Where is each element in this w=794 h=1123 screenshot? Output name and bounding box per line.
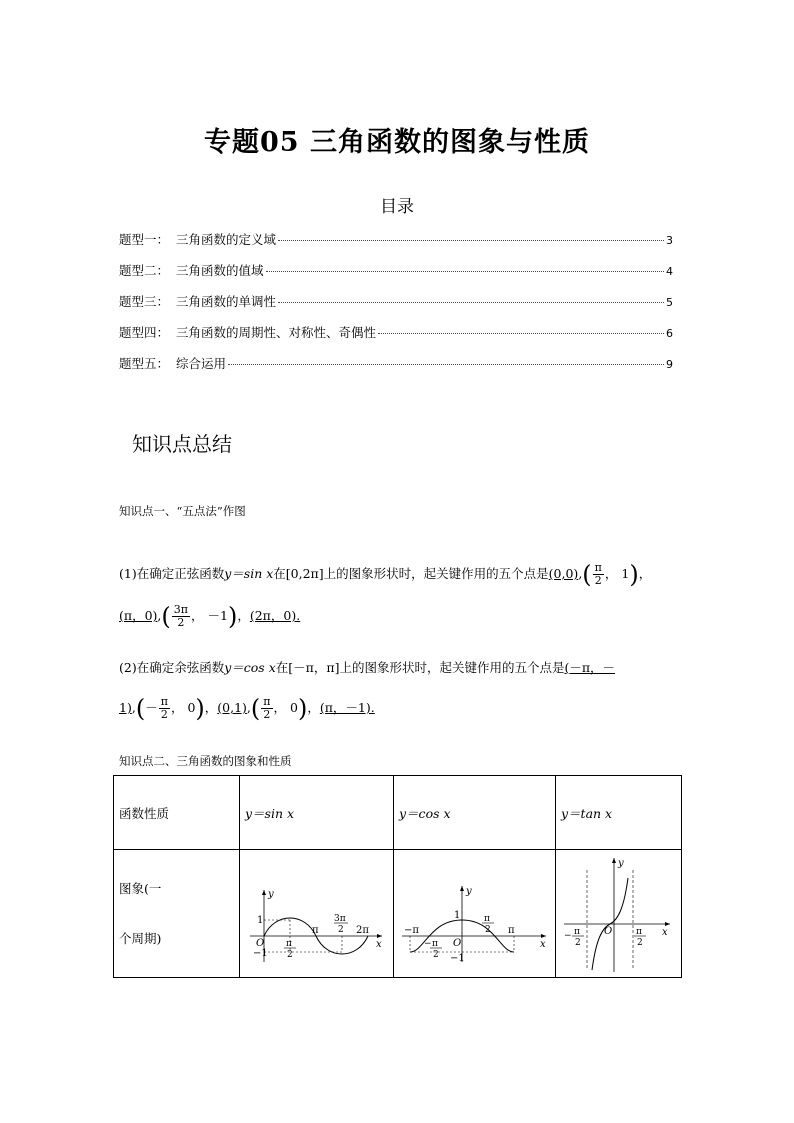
toc-entry[interactable] — [119, 230, 673, 261]
text: (1)在确定正弦函数 — [119, 566, 225, 581]
fraction-num: π — [263, 695, 271, 709]
fraction-den: 2 — [263, 708, 271, 721]
kp1-paragraph-2: (2)在确定余弦函数y＝cos x在[－π，π]上的图象形状时，起关键作用的五个点是(－π，－ 1),(－ $\frac{\pi}{2}$ ， 0)，(0,1),( $\frac{\pi}{2}$ ， 0)，(π，－1). — [119, 660, 616, 723]
tick-label: − — [563, 931, 572, 941]
table-of-contents — [119, 230, 673, 385]
separator: , — [578, 566, 583, 581]
table-cell — [240, 850, 394, 978]
page-title: 专题05 三角函数的图象与性质 — [204, 127, 590, 158]
axis-label: x — [375, 939, 382, 950]
tick-label: 2 — [286, 950, 293, 960]
key-point: (π，0) — [119, 608, 158, 623]
toc-entry-text: 三角函数的值域 — [176, 263, 264, 278]
table-header-cell — [394, 776, 556, 850]
toc-entry-label: 题型五： — [119, 356, 170, 371]
fraction-den: 2 — [594, 574, 602, 587]
tick-label: π — [285, 939, 292, 949]
paren: ( — [135, 694, 146, 723]
tick-label: 3π — [333, 914, 346, 924]
formula: y＝cos x — [399, 805, 451, 821]
toc-entry-page: 3 — [666, 234, 673, 247]
toc-entry-label: 题型一： — [119, 232, 170, 247]
tick-label: −1 — [449, 953, 465, 964]
table-cell — [114, 850, 240, 978]
sine-graph — [242, 850, 392, 974]
axis-label: y — [267, 889, 274, 900]
toc-entry[interactable] — [119, 323, 673, 354]
table-cell — [556, 850, 682, 978]
toc-entry-text: 三角函数的单调性 — [176, 294, 277, 309]
formula: y＝sin x — [224, 566, 274, 581]
toc-leader-dots — [278, 302, 664, 303]
tick-label: π — [507, 925, 515, 936]
tangent-graph — [558, 850, 680, 974]
tick-label: 1 — [453, 910, 460, 921]
toc-entry-label: 题型二： — [119, 263, 170, 278]
formula: y＝tan x — [561, 805, 613, 821]
fraction-den: 2 — [177, 616, 185, 629]
toc-entry-text: 综合运用 — [176, 356, 227, 371]
tick-label: 2 — [574, 938, 581, 948]
paren: ( — [582, 560, 592, 589]
tick-label: 1 — [256, 915, 263, 926]
paren: ) — [297, 694, 308, 723]
tick-label: π — [573, 927, 580, 937]
properties-table — [113, 775, 682, 978]
tick-label: 2 — [432, 950, 439, 960]
paren: ) — [629, 560, 639, 589]
row-label-line: 个周期) — [119, 930, 162, 946]
paren: ) — [195, 694, 205, 723]
toc-entry-label: 题型三： — [119, 294, 170, 309]
tick-label: 2 — [636, 938, 643, 948]
toc-leader-dots — [378, 333, 664, 334]
tick-label: π — [311, 925, 319, 936]
key-point: (2π，0). — [249, 608, 301, 623]
paren: ( — [161, 602, 171, 631]
kp1-heading: 知识点一、“五点法”作图 — [119, 504, 246, 518]
toc-heading: 目录 — [380, 197, 414, 217]
toc-leader-dots — [266, 271, 664, 272]
tick-label: π — [635, 927, 642, 937]
key-point: (0,0) — [548, 566, 579, 581]
axis-label: x — [539, 939, 546, 950]
table-row — [114, 850, 682, 978]
text: (2)在确定余弦函数 — [119, 660, 225, 675]
toc-leader-dots — [228, 364, 664, 365]
tick-label: π — [483, 914, 490, 924]
fraction — [593, 562, 604, 586]
paren: ) — [227, 602, 238, 631]
toc-entry[interactable] — [119, 292, 673, 323]
section-heading: 知识点总结 — [132, 432, 232, 456]
origin-label: O — [603, 926, 612, 937]
fraction-den: 2 — [160, 708, 168, 721]
text: 上的图象形状时，起关键作用的五个点是 — [339, 660, 565, 675]
table-header-cell — [240, 776, 394, 850]
toc-entry-label: 题型四： — [119, 325, 170, 340]
fraction — [172, 604, 190, 628]
arrow-icon — [262, 890, 266, 895]
origin-label: O — [255, 938, 264, 949]
tick-label: −π — [403, 925, 419, 936]
arrow-icon — [460, 886, 464, 891]
arrow-icon — [541, 934, 546, 938]
toc-entry[interactable] — [119, 261, 673, 292]
table-row — [114, 776, 682, 850]
toc-entry-page: 6 — [666, 327, 673, 340]
axis-label: y — [465, 886, 472, 897]
toc-leader-dots — [278, 240, 664, 241]
fraction-num: 3π — [173, 603, 189, 617]
paren: ( — [250, 694, 261, 723]
formula: y＝cos x — [224, 660, 276, 675]
minus-sign: － — [145, 700, 158, 715]
point-y: 0 — [290, 700, 298, 715]
arrow-icon — [377, 934, 382, 938]
axis-label: x — [661, 927, 668, 938]
point-y: －1 — [207, 608, 228, 623]
tick-label: 2 — [484, 925, 491, 935]
toc-entry-text: 三角函数的周期性、对称性、奇偶性 — [176, 325, 377, 340]
fraction-num: π — [160, 695, 168, 709]
fraction — [159, 696, 170, 720]
kp2-heading: 知识点二、三角函数的图象和性质 — [119, 754, 292, 768]
toc-entry-text: 三角函数的定义域 — [176, 232, 277, 247]
toc-entry-page: 9 — [666, 358, 673, 371]
tick-label: 2π — [355, 925, 369, 936]
row-label-line: 图象(一 — [119, 880, 162, 896]
origin-label: O — [452, 938, 461, 949]
key-point: 1) — [119, 700, 132, 715]
key-point: (－π，－ — [564, 660, 616, 675]
formula: y＝sin x — [245, 805, 295, 821]
tick-label: − — [423, 939, 432, 949]
key-point: (π，－1). — [319, 700, 375, 715]
toc-entry-page: 4 — [666, 265, 673, 278]
text: 在 — [275, 660, 289, 675]
axis-label: y — [617, 858, 624, 869]
table-cell — [394, 850, 556, 978]
table-header-cell: 函数性质 — [114, 776, 240, 850]
cosine-graph — [396, 850, 554, 974]
arrow-icon — [612, 858, 616, 863]
point-y: 0 — [187, 700, 196, 715]
tick-label: −1 — [252, 948, 268, 959]
arrow-icon — [665, 922, 670, 926]
text: 上的图象形状时，起关键作用的五个点是 — [323, 566, 549, 581]
tick-label: π — [431, 939, 438, 949]
interval: [0,2π] — [285, 566, 324, 581]
toc-entry[interactable] — [119, 354, 673, 385]
interval: [－π，π] — [288, 660, 340, 675]
toc-entry-page: 5 — [666, 296, 673, 309]
fraction — [261, 696, 272, 720]
tick-label: 2 — [337, 925, 344, 935]
text: 在 — [273, 566, 286, 581]
table-header-cell — [556, 776, 682, 850]
kp1-paragraph-1: (1)在确定正弦函数y＝sin x在[0,2π]上的图象形状时，起关键作用的五个点是(0,0),( $\frac{\pi}{2}$ ， 1)， (π，0),( $\frac{3\pi}{2}$ ， －1)，(2π，0). — [119, 560, 652, 631]
fraction-num: π — [594, 561, 602, 575]
point-y: 1 — [621, 566, 630, 581]
key-point: (0,1) — [217, 700, 247, 715]
